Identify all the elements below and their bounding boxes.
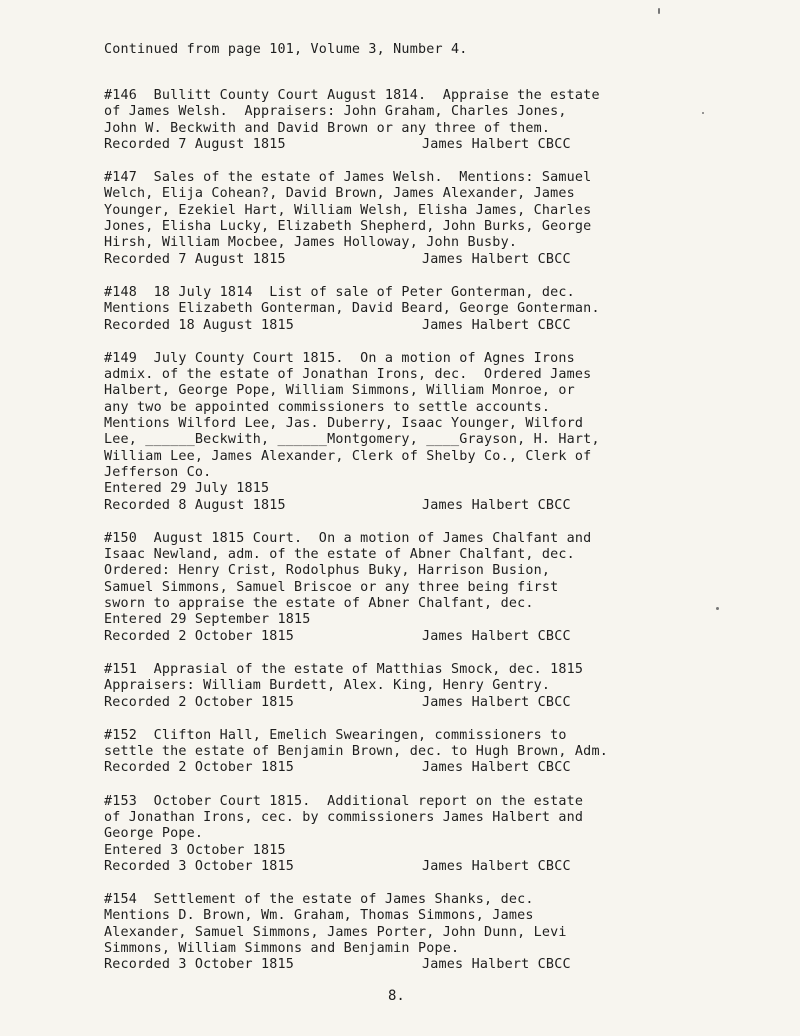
entry-line: Hirsh, William Mocbee, James Holloway, John Busby. <box>104 235 518 251</box>
clerk-signature: James Halbert CBCC <box>422 136 571 152</box>
recorded-date: Recorded 8 August 1815 <box>104 497 286 513</box>
record-entries <box>104 88 724 991</box>
entry-line: Ordered: Henry Crist, Rodolphus Buky, Harrison Busion, <box>104 563 551 579</box>
entry-line: Entered 3 October 1815 <box>104 842 286 858</box>
clerk-signature: James Halbert CBCC <box>422 694 571 710</box>
entry-line: settle the estate of Benjamin Brown, dec. to Hugh Brown, Adm. <box>104 744 608 760</box>
entry-line: of James Welsh. Appraisers: John Graham, Charles Jones, <box>104 104 567 120</box>
recorded-date: Recorded 2 October 1815 <box>104 760 295 776</box>
continuation-header: Continued from page 101, Volume 3, Number 4. <box>104 42 468 57</box>
recorded-line <box>104 760 724 776</box>
record-entry <box>104 728 724 777</box>
entry-line: Mentions D. Brown, Wm. Graham, Thomas Simmons, James <box>104 908 534 924</box>
recorded-line <box>104 498 724 514</box>
entry-line: #149 July County Court 1815. On a motion of Agnes Irons <box>104 350 575 366</box>
record-entry <box>104 531 724 645</box>
recorded-line <box>104 695 724 711</box>
entry-line: #152 Clifton Hall, Emelich Swearingen, commissioners to <box>104 727 567 743</box>
record-entry <box>104 285 724 334</box>
entry-line: Appraisers: William Burdett, Alex. King, Henry Gentry. <box>104 678 551 694</box>
entry-line: Jones, Elisha Lucky, Elizabeth Shepherd, John Burks, George <box>104 219 592 235</box>
clerk-signature: James Halbert CBCC <box>422 858 571 874</box>
entry-line: Simmons, William Simmons and Benjamin Pope. <box>104 941 460 957</box>
entry-line: Halbert, George Pope, William Simmons, William Monroe, or <box>104 383 575 399</box>
recorded-line <box>104 957 724 973</box>
entry-line: #154 Settlement of the estate of James Shanks, dec. <box>104 892 534 908</box>
recorded-date: Recorded 18 August 1815 <box>104 317 295 333</box>
entry-line: #153 October Court 1815. Additional report on the estate <box>104 793 584 809</box>
entry-line: Mentions Elizabeth Gonterman, David Beard, George Gonterman. <box>104 301 600 317</box>
entry-line: of Jonathan Irons, cec. by commissioners James Halbert and <box>104 809 584 825</box>
entry-line: Jefferson Co. <box>104 464 212 480</box>
entry-line: Entered 29 July 1815 <box>104 481 270 497</box>
recorded-line <box>104 252 724 268</box>
recorded-date: Recorded 3 October 1815 <box>104 858 295 874</box>
entry-line: George Pope. <box>104 826 204 842</box>
recorded-date: Recorded 2 October 1815 <box>104 694 295 710</box>
entry-line: Isaac Newland, adm. of the estate of Abner Chalfant, dec. <box>104 547 575 563</box>
entry-line: Samuel Simmons, Samuel Briscoe or any three being first <box>104 579 559 595</box>
entry-line: Mentions Wilford Lee, Jas. Duberry, Isaac Younger, Wilford <box>104 416 584 432</box>
entry-line: #150 August 1815 Court. On a motion of James Chalfant and <box>104 530 592 546</box>
entry-line: #148 18 July 1814 List of sale of Peter Gonterman, dec. <box>104 284 575 300</box>
entry-line: admix. of the estate of Jonathan Irons, dec. Ordered James <box>104 367 592 383</box>
recorded-line <box>104 137 724 153</box>
paper-speck <box>658 8 660 14</box>
recorded-date: Recorded 2 October 1815 <box>104 628 295 644</box>
entry-line: Entered 29 September 1815 <box>104 612 311 628</box>
entry-line: #151 Apprasial of the estate of Matthias Smock, dec. 1815 <box>104 661 584 677</box>
record-entry <box>104 170 724 268</box>
record-entry <box>104 351 724 514</box>
clerk-signature: James Halbert CBCC <box>422 628 571 644</box>
entry-line: Younger, Ezekiel Hart, William Welsh, Elisha James, Charles <box>104 202 592 218</box>
recorded-line <box>104 629 724 645</box>
record-entry <box>104 794 724 875</box>
record-entry <box>104 88 724 153</box>
entry-line: #146 Bullitt County Court August 1814. Appraise the estate <box>104 88 600 103</box>
clerk-signature: James Halbert CBCC <box>422 251 571 267</box>
clerk-signature: James Halbert CBCC <box>422 497 571 513</box>
entry-line: Alexander, Samuel Simmons, James Porter, John Dunn, Levi <box>104 924 567 940</box>
clerk-signature: James Halbert CBCC <box>422 760 571 776</box>
entry-line: Welch, Elija Cohean?, David Brown, James Alexander, James <box>104 186 575 202</box>
recorded-date: Recorded 3 October 1815 <box>104 957 295 973</box>
entry-line: Lee, ______Beckwith, ______Montgomery, ____Grayson, H. Hart, <box>104 432 600 448</box>
recorded-date: Recorded 7 August 1815 <box>104 251 286 267</box>
entry-line: John W. Beckwith and David Brown or any three of them. <box>104 120 551 136</box>
entry-line: sworn to appraise the estate of Abner Chalfant, dec. <box>104 596 534 612</box>
entry-line: William Lee, James Alexander, Clerk of Shelby Co., Clerk of <box>104 448 592 464</box>
entry-line: #147 Sales of the estate of James Welsh. Mentions: Samuel <box>104 170 592 186</box>
recorded-date: Recorded 7 August 1815 <box>104 136 286 152</box>
page-number: 8. <box>388 988 405 1004</box>
clerk-signature: James Halbert CBCC <box>422 317 571 333</box>
entry-line: any two be appointed commissioners to settle accounts. <box>104 399 551 415</box>
recorded-line <box>104 318 724 334</box>
record-entry <box>104 892 724 973</box>
clerk-signature: James Halbert CBCC <box>422 957 571 973</box>
recorded-line <box>104 859 724 875</box>
record-entry <box>104 662 724 711</box>
